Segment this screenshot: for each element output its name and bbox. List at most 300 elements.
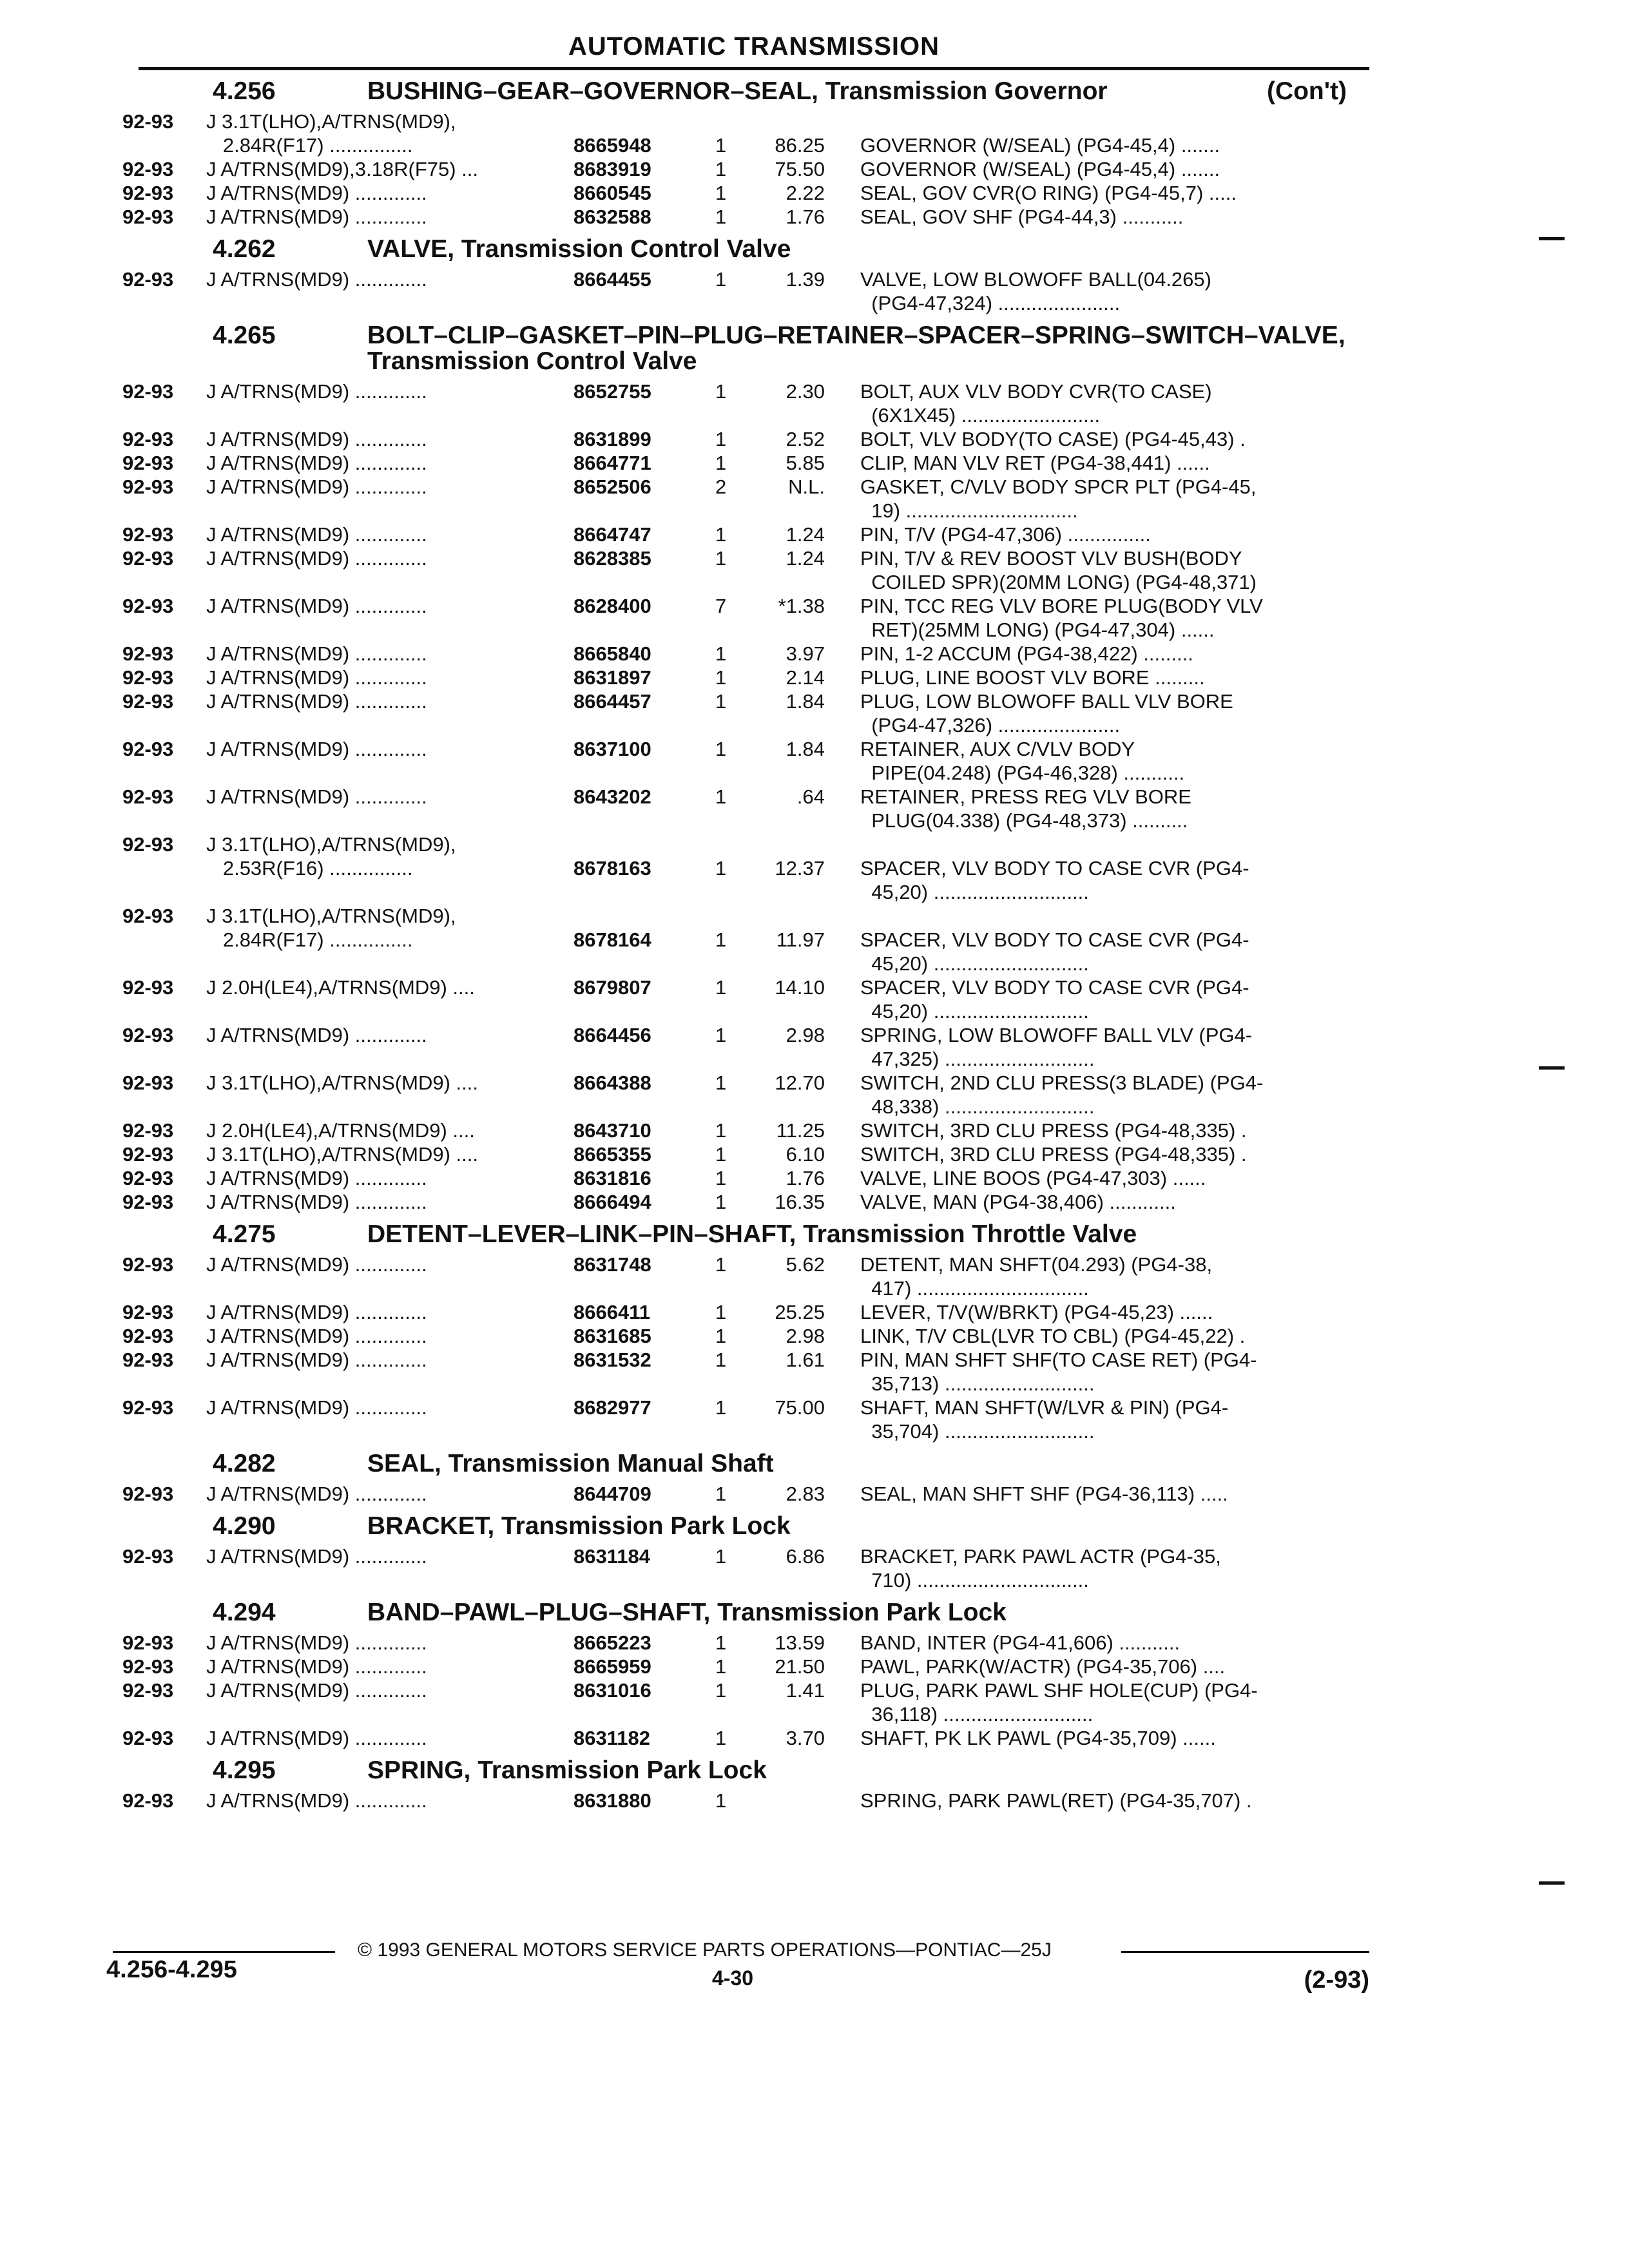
part-description: PLUG, LINE BOOST VLV BORE ......... — [860, 666, 1205, 689]
catalog-section — [122, 1451, 1373, 1506]
part-number: 8664747 — [574, 523, 651, 546]
part-description: PIN, 1-2 ACCUM (PG4-38,422) ......... — [860, 642, 1193, 665]
part-description: RETAINER, PRESS REG VLV BORE PLUG(04.338) (PG4-48,373) .......... — [860, 785, 1191, 832]
quantity: 1 — [715, 134, 727, 157]
part-description: BAND, INTER (PG4-41,606) ........... — [860, 1631, 1181, 1654]
model-year: 92-93 — [122, 1631, 174, 1654]
section-number: 4.256 — [213, 77, 276, 105]
part-description: SWITCH, 2ND CLU PRESS(3 BLADE) (PG4- 48,338) ........................... — [860, 1072, 1264, 1118]
page-header — [139, 30, 1369, 70]
quantity: 1 — [715, 1253, 727, 1276]
part-number: 8631182 — [574, 1727, 650, 1749]
price: 2.98 — [786, 1325, 825, 1347]
part-description: SEAL, MAN SHFT SHF (PG4-36,113) ..... — [860, 1483, 1228, 1505]
quantity: 1 — [715, 1396, 727, 1419]
model-year: 92-93 — [122, 158, 174, 180]
usage-description: J 3.1T(LHO),A/TRNS(MD9) .... — [206, 1143, 478, 1166]
part-row — [122, 975, 1373, 1023]
price: .64 — [796, 785, 825, 808]
footer-page-number: 4-30 — [712, 1966, 754, 1990]
quantity: 1 — [715, 1119, 727, 1142]
model-year: 92-93 — [122, 785, 174, 808]
model-year: 92-93 — [122, 428, 174, 450]
section-heading — [122, 1222, 1373, 1247]
model-year: 92-93 — [122, 1727, 174, 1749]
part-description: SEAL, GOV CVR(O RING) (PG4-45,7) ..... — [860, 182, 1237, 204]
part-row — [122, 1631, 1373, 1655]
quantity: 1 — [715, 1349, 727, 1371]
model-year: 92-93 — [122, 833, 174, 856]
price: 5.85 — [786, 452, 825, 474]
model-year: 92-93 — [122, 268, 174, 291]
part-row — [122, 1071, 1373, 1119]
model-year: 92-93 — [122, 547, 174, 570]
part-row — [122, 1396, 1373, 1443]
usage-description: J A/TRNS(MD9) ............. — [206, 785, 427, 808]
usage-description: J A/TRNS(MD9) ............. — [206, 206, 427, 228]
part-row — [122, 594, 1373, 642]
usage-description: J A/TRNS(MD9) ............. — [206, 1325, 427, 1347]
model-year: 92-93 — [122, 976, 174, 999]
section-number: 4.275 — [213, 1220, 276, 1248]
quantity: 7 — [715, 595, 727, 617]
part-number: 8665355 — [574, 1143, 651, 1166]
section-heading — [122, 1600, 1373, 1626]
model-year: 92-93 — [122, 1325, 174, 1347]
catalog-section — [122, 79, 1373, 229]
part-row — [122, 1482, 1373, 1506]
usage-description: J A/TRNS(MD9) ............. — [206, 1655, 427, 1678]
usage-description: J A/TRNS(MD9) ............. — [206, 738, 427, 760]
quantity: 1 — [715, 1727, 727, 1749]
part-number: 8664456 — [574, 1024, 651, 1046]
price: 16.35 — [775, 1191, 825, 1213]
catalog-section — [122, 1222, 1373, 1443]
price: 11.97 — [776, 928, 825, 951]
part-row — [122, 1142, 1373, 1166]
section-number: 4.265 — [213, 322, 276, 349]
quantity: 1 — [715, 158, 727, 180]
quantity: 1 — [715, 452, 727, 474]
part-description: VALVE, MAN (PG4-38,406) ............ — [860, 1191, 1176, 1213]
price: 25.25 — [775, 1301, 825, 1323]
part-number: 8665959 — [574, 1655, 651, 1678]
part-row — [122, 1348, 1373, 1396]
quantity: 1 — [715, 857, 727, 879]
part-number: 8652755 — [574, 380, 651, 403]
page-footer — [106, 1933, 1369, 2004]
part-description: GOVERNOR (W/SEAL) (PG4-45,4) ....... — [860, 134, 1220, 157]
section-title: BUSHING–GEAR–GOVERNOR–SEAL, Transmission Governor — [367, 77, 1108, 105]
model-year: 92-93 — [122, 1679, 174, 1702]
part-number: 8628385 — [574, 547, 651, 570]
part-row — [122, 642, 1373, 666]
part-description: VALVE, LOW BLOWOFF BALL(04.265) (PG4-47,324) ...................... — [860, 268, 1211, 314]
usage-description: J A/TRNS(MD9) ............. — [206, 1727, 427, 1749]
part-row — [122, 451, 1373, 475]
model-year: 92-93 — [122, 523, 174, 546]
quantity: 1 — [715, 928, 727, 951]
part-description: SPRING, LOW BLOWOFF BALL VLV (PG4- 47,325) ........................... — [860, 1024, 1253, 1070]
usage-description: J A/TRNS(MD9) ............. — [206, 476, 427, 498]
model-year: 92-93 — [122, 1191, 174, 1213]
quantity: 1 — [715, 1631, 727, 1654]
part-number: 8631880 — [574, 1789, 651, 1812]
part-description: SHAFT, MAN SHFT(W/LVR & PIN) (PG4- 35,704) ........................... — [860, 1396, 1229, 1443]
price: N.L. — [788, 476, 825, 498]
part-row — [122, 267, 1373, 315]
usage-description: J A/TRNS(MD9) ............. — [206, 428, 427, 450]
part-number: 8666494 — [574, 1191, 651, 1213]
price: 3.97 — [786, 642, 825, 665]
part-description: SPRING, PARK PAWL(RET) (PG4-35,707) . — [860, 1789, 1252, 1812]
quantity: 1 — [715, 523, 727, 546]
section-title: SEAL, Transmission Manual Shaft — [367, 1450, 774, 1477]
usage-description: J A/TRNS(MD9) ............. — [206, 523, 427, 546]
part-description: LINK, T/V CBL(LVR TO CBL) (PG4-45,22) . — [860, 1325, 1246, 1347]
usage-description: J A/TRNS(MD9) ............. — [206, 1631, 427, 1654]
model-year: 92-93 — [122, 380, 174, 403]
part-row — [122, 666, 1373, 689]
part-number: 8628400 — [574, 595, 651, 617]
part-row — [122, 1789, 1373, 1812]
part-description: LEVER, T/V(W/BRKT) (PG4-45,23) ...... — [860, 1301, 1213, 1323]
part-description: PIN, T/V (PG4-47,306) ............... — [860, 523, 1151, 546]
quantity: 2 — [715, 476, 727, 498]
margin-tick-mark — [1539, 1066, 1565, 1070]
page-title: AUTOMATIC TRANSMISSION — [568, 32, 940, 61]
part-row — [122, 1655, 1373, 1678]
usage-description: J 3.1T(LHO),A/TRNS(MD9), — [206, 833, 456, 856]
price: 12.70 — [775, 1072, 825, 1094]
model-year: 92-93 — [122, 1396, 174, 1419]
part-number: 8664455 — [574, 268, 651, 291]
model-year: 92-93 — [122, 206, 174, 228]
usage-description: J A/TRNS(MD9) ............. — [206, 1679, 427, 1702]
model-year: 92-93 — [122, 1167, 174, 1189]
part-description: SEAL, GOV SHF (PG4-44,3) ........... — [860, 206, 1184, 228]
price: 11.25 — [776, 1119, 825, 1142]
part-number: 8643202 — [574, 785, 651, 808]
usage-description: J A/TRNS(MD9),3.18R(F75) ... — [206, 158, 479, 180]
model-year: 92-93 — [122, 1301, 174, 1323]
part-description: BOLT, AUX VLV BODY CVR(TO CASE) (6X1X45) ......................... — [860, 380, 1212, 427]
price: 6.10 — [786, 1143, 825, 1166]
quantity: 1 — [715, 1325, 727, 1347]
part-description: DETENT, MAN SHFT(04.293) (PG4-38, 417) ............................... — [860, 1253, 1213, 1300]
part-number: 8682977 — [574, 1396, 651, 1419]
usage-description: J 2.0H(LE4),A/TRNS(MD9) .... — [206, 976, 475, 999]
part-description: SWITCH, 3RD CLU PRESS (PG4-48,335) . — [860, 1143, 1247, 1166]
price: 2.22 — [786, 182, 825, 204]
model-year: 92-93 — [122, 595, 174, 617]
part-number: 8631532 — [574, 1349, 651, 1371]
usage-description: J 3.1T(LHO),A/TRNS(MD9), — [206, 905, 456, 927]
section-number: 4.295 — [213, 1756, 276, 1784]
model-year: 92-93 — [122, 666, 174, 689]
price: 1.41 — [786, 1679, 825, 1702]
part-row — [122, 157, 1373, 181]
quantity: 1 — [715, 1191, 727, 1213]
section-heading — [122, 1758, 1373, 1783]
part-row — [122, 523, 1373, 546]
part-number: 8631897 — [574, 666, 651, 689]
catalog-section — [122, 1514, 1373, 1592]
quantity: 1 — [715, 690, 727, 713]
part-row — [122, 785, 1373, 832]
quantity: 1 — [715, 268, 727, 291]
part-row — [122, 904, 1373, 928]
model-year: 92-93 — [122, 1349, 174, 1371]
quantity: 1 — [715, 206, 727, 228]
quantity: 1 — [715, 1143, 727, 1166]
usage-description: J 3.1T(LHO),A/TRNS(MD9) .... — [206, 1072, 478, 1094]
usage-description: J A/TRNS(MD9) ............. — [206, 1191, 427, 1213]
part-row — [122, 1166, 1373, 1190]
part-description: GASKET, C/VLV BODY SPCR PLT (PG4-45, 19) ............................... — [860, 476, 1257, 522]
model-year: 92-93 — [122, 182, 174, 204]
usage-description: J A/TRNS(MD9) ............. — [206, 1253, 427, 1276]
usage-description: 2.53R(F16) ............... — [206, 857, 413, 879]
quantity: 1 — [715, 1789, 727, 1812]
part-number: 8679807 — [574, 976, 651, 999]
quantity: 1 — [715, 1072, 727, 1094]
quantity: 1 — [715, 380, 727, 403]
quantity: 1 — [715, 1655, 727, 1678]
price: 2.14 — [786, 666, 825, 689]
part-row — [122, 1190, 1373, 1214]
quantity: 1 — [715, 428, 727, 450]
section-title: BAND–PAWL–PLUG–SHAFT, Transmission Park Lock — [367, 1599, 1007, 1626]
usage-description: J A/TRNS(MD9) ............. — [206, 380, 427, 403]
usage-description: J A/TRNS(MD9) ............. — [206, 1545, 427, 1568]
part-number: 8644709 — [574, 1483, 651, 1505]
part-description: PLUG, LOW BLOWOFF BALL VLV BORE (PG4-47,326) ...................... — [860, 690, 1233, 736]
price: 1.24 — [786, 523, 825, 546]
quantity: 1 — [715, 1483, 727, 1505]
usage-description: J A/TRNS(MD9) ............. — [206, 547, 427, 570]
price: 1.76 — [786, 1167, 825, 1189]
part-row — [122, 133, 1373, 157]
part-number: 8678163 — [574, 857, 651, 879]
part-number: 8632588 — [574, 206, 651, 228]
price: 1.84 — [786, 690, 825, 713]
section-heading — [122, 323, 1373, 374]
part-row — [122, 475, 1373, 523]
quantity: 1 — [715, 976, 727, 999]
section-title: SPRING, Transmission Park Lock — [367, 1756, 767, 1784]
footer-rule — [113, 1951, 335, 1953]
usage-description: 2.84R(F17) ............... — [206, 928, 413, 951]
part-row — [122, 546, 1373, 594]
quantity: 1 — [715, 1545, 727, 1568]
model-year: 92-93 — [122, 1072, 174, 1094]
price: 3.70 — [786, 1727, 825, 1749]
quantity: 1 — [715, 1024, 727, 1046]
model-year: 92-93 — [122, 1655, 174, 1678]
part-number: 8631016 — [574, 1679, 651, 1702]
part-number: 8666411 — [574, 1301, 650, 1323]
part-row — [122, 1678, 1373, 1726]
section-title: DETENT–LEVER–LINK–PIN–SHAFT, Transmission Throttle Valve — [367, 1220, 1137, 1248]
quantity: 1 — [715, 1679, 727, 1702]
part-row — [122, 1324, 1373, 1348]
quantity: 1 — [715, 1301, 727, 1323]
price: 6.86 — [786, 1545, 825, 1568]
catalog-section — [122, 236, 1373, 315]
model-year: 92-93 — [122, 1024, 174, 1046]
model-year: 92-93 — [122, 690, 174, 713]
part-number: 8631685 — [574, 1325, 651, 1347]
price: 13.59 — [775, 1631, 825, 1654]
usage-description: J A/TRNS(MD9) ............. — [206, 595, 427, 617]
section-heading — [122, 1451, 1373, 1477]
model-year: 92-93 — [122, 642, 174, 665]
part-row — [122, 856, 1373, 904]
usage-description: J A/TRNS(MD9) ............. — [206, 1396, 427, 1419]
price: 1.24 — [786, 547, 825, 570]
usage-description: J A/TRNS(MD9) ............. — [206, 642, 427, 665]
usage-description: J A/TRNS(MD9) ............. — [206, 1167, 427, 1189]
price: 12.37 — [775, 857, 825, 879]
usage-description: J A/TRNS(MD9) ............. — [206, 452, 427, 474]
price: 75.00 — [775, 1396, 825, 1419]
part-row — [122, 1253, 1373, 1300]
part-description: SPACER, VLV BODY TO CASE CVR (PG4- 45,20) ............................ — [860, 928, 1249, 975]
part-row — [122, 380, 1373, 427]
section-heading — [122, 79, 1373, 104]
usage-description: J A/TRNS(MD9) ............. — [206, 1301, 427, 1323]
model-year: 92-93 — [122, 1143, 174, 1166]
model-year: 92-93 — [122, 1483, 174, 1505]
price: 5.62 — [786, 1253, 825, 1276]
part-row — [122, 737, 1373, 785]
part-number: 8664388 — [574, 1072, 651, 1094]
part-number: 8683919 — [574, 158, 651, 180]
quantity: 1 — [715, 785, 727, 808]
part-number: 8643710 — [574, 1119, 651, 1142]
price: 14.10 — [775, 976, 825, 999]
part-row — [122, 1726, 1373, 1750]
part-description: RETAINER, AUX C/VLV BODY PIPE(04.248) (PG4-46,328) ........... — [860, 738, 1185, 784]
footer-copyright: © 1993 GENERAL MOTORS SERVICE PARTS OPERATIONS—PONTIAC—25J — [358, 1939, 1052, 1961]
section-number: 4.262 — [213, 235, 276, 263]
section-title: BRACKET, Transmission Park Lock — [367, 1512, 791, 1540]
part-number: 8665840 — [574, 642, 651, 665]
footer-date: (2-93) — [1304, 1966, 1369, 1994]
part-row — [122, 181, 1373, 205]
part-row — [122, 1023, 1373, 1071]
quantity: 1 — [715, 666, 727, 689]
price: *1.38 — [778, 595, 825, 617]
part-number: 8660545 — [574, 182, 651, 204]
part-row — [122, 205, 1373, 229]
catalog-section — [122, 1758, 1373, 1812]
section-number: 4.294 — [213, 1599, 276, 1626]
price: 86.25 — [775, 134, 825, 157]
part-row — [122, 928, 1373, 975]
section-title: VALVE, Transmission Control Valve — [367, 235, 791, 263]
section-heading — [122, 1514, 1373, 1539]
price: 21.50 — [775, 1655, 825, 1678]
quantity: 1 — [715, 182, 727, 204]
footer-rule — [1121, 1951, 1369, 1953]
price: 2.52 — [786, 428, 825, 450]
price: 1.39 — [786, 268, 825, 291]
part-description: SPACER, VLV BODY TO CASE CVR (PG4- 45,20) ............................ — [860, 976, 1249, 1023]
part-row — [122, 427, 1373, 451]
part-number: 8637100 — [574, 738, 651, 760]
price: 1.76 — [786, 206, 825, 228]
usage-description: J A/TRNS(MD9) ............. — [206, 1483, 427, 1505]
part-description: BOLT, VLV BODY(TO CASE) (PG4-45,43) . — [860, 428, 1246, 450]
part-number: 8631184 — [574, 1545, 650, 1568]
model-year: 92-93 — [122, 1119, 174, 1142]
model-year: 92-93 — [122, 905, 174, 927]
usage-description: J A/TRNS(MD9) ............. — [206, 1349, 427, 1371]
part-description: PIN, MAN SHFT SHF(TO CASE RET) (PG4- 35,713) ........................... — [860, 1349, 1257, 1395]
price: 2.98 — [786, 1024, 825, 1046]
model-year: 92-93 — [122, 452, 174, 474]
usage-description: J A/TRNS(MD9) ............. — [206, 268, 427, 291]
price: 75.50 — [775, 158, 825, 180]
quantity: 1 — [715, 642, 727, 665]
price: 1.61 — [786, 1349, 825, 1371]
part-description: PIN, T/V & REV BOOST VLV BUSH(BODY COILED SPR)(20MM LONG) (PG4-48,371) — [860, 547, 1257, 593]
catalog-section — [122, 323, 1373, 1214]
part-description: SWITCH, 3RD CLU PRESS (PG4-48,335) . — [860, 1119, 1247, 1142]
catalog-section — [122, 1600, 1373, 1750]
section-number: 4.290 — [213, 1512, 276, 1540]
part-number: 8631748 — [574, 1253, 651, 1276]
quantity: 1 — [715, 738, 727, 760]
usage-description: 2.84R(F17) ............... — [206, 134, 413, 157]
price: 2.83 — [786, 1483, 825, 1505]
part-row — [122, 1300, 1373, 1324]
usage-description: J 2.0H(LE4),A/TRNS(MD9) .... — [206, 1119, 475, 1142]
part-row — [122, 1544, 1373, 1592]
model-year: 92-93 — [122, 738, 174, 760]
model-year: 92-93 — [122, 476, 174, 498]
part-description: BRACKET, PARK PAWL ACTR (PG4-35, 710) ............................... — [860, 1545, 1221, 1591]
usage-description: J A/TRNS(MD9) ............. — [206, 690, 427, 713]
part-description: PAWL, PARK(W/ACTR) (PG4-35,706) .... — [860, 1655, 1226, 1678]
part-row — [122, 689, 1373, 737]
part-description: SHAFT, PK LK PAWL (PG4-35,709) ...... — [860, 1727, 1216, 1749]
usage-description: J A/TRNS(MD9) ............. — [206, 1024, 427, 1046]
part-number: 8665948 — [574, 134, 651, 157]
quantity: 1 — [715, 547, 727, 570]
part-row — [122, 832, 1373, 856]
model-year: 92-93 — [122, 1253, 174, 1276]
part-description: VALVE, LINE BOOS (PG4-47,303) ...... — [860, 1167, 1206, 1189]
usage-description: J A/TRNS(MD9) ............. — [206, 1789, 427, 1812]
section-heading — [122, 236, 1373, 262]
price: 2.30 — [786, 380, 825, 403]
part-number: 8664771 — [574, 452, 651, 474]
footer-section-range: 4.256-4.295 — [106, 1956, 237, 1983]
part-number: 8652506 — [574, 476, 651, 498]
usage-description: J A/TRNS(MD9) ............. — [206, 666, 427, 689]
part-description: PLUG, PARK PAWL SHF HOLE(CUP) (PG4- 36,118) ........................... — [860, 1679, 1258, 1725]
part-description: CLIP, MAN VLV RET (PG4-38,441) ...... — [860, 452, 1210, 474]
part-number: 8678164 — [574, 928, 651, 951]
part-row — [122, 1119, 1373, 1142]
part-description: GOVERNOR (W/SEAL) (PG4-45,4) ....... — [860, 158, 1220, 180]
margin-tick-mark — [1539, 237, 1565, 240]
part-description: SPACER, VLV BODY TO CASE CVR (PG4- 45,20) ............................ — [860, 857, 1249, 903]
usage-description: J A/TRNS(MD9) ............. — [206, 182, 427, 204]
